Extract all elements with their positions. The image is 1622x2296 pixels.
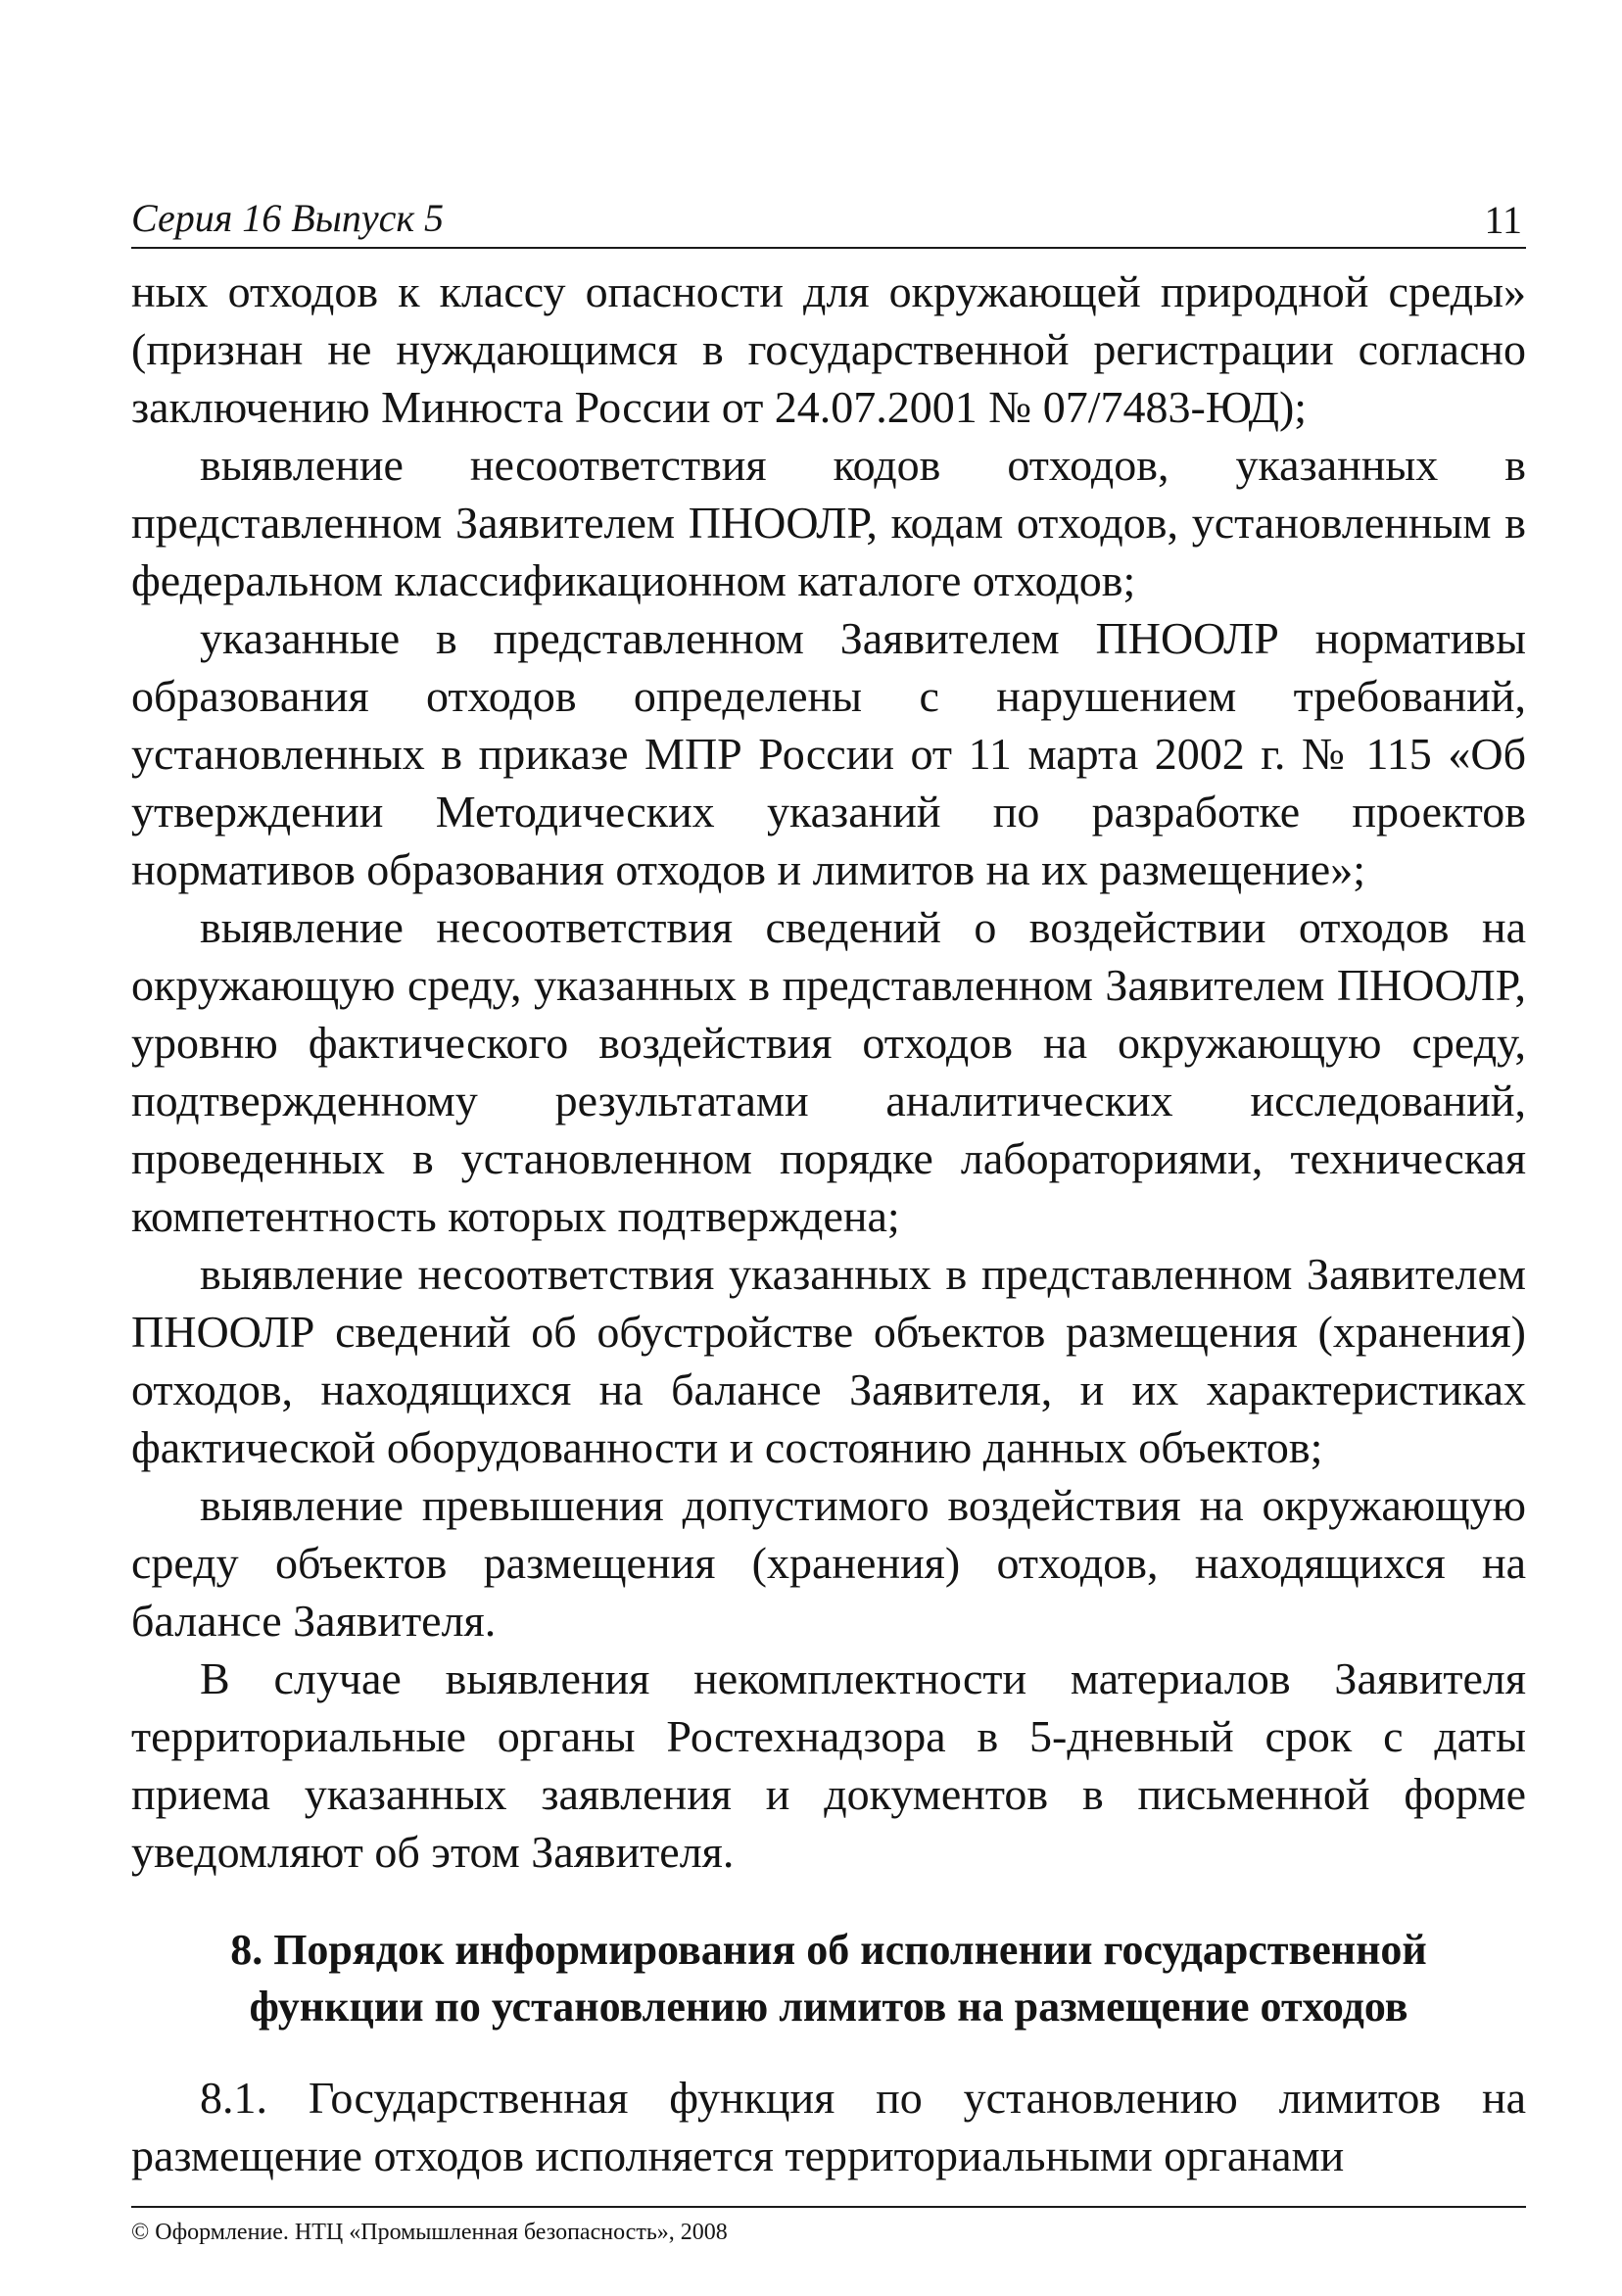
section-heading: 8. Порядок информирования об исполнении государственной функции по установлению лимитов на размещение отходов (230, 1926, 1427, 2031)
page-number: 11 (1484, 198, 1522, 242)
document-page (131, 0, 1526, 2296)
running-header (131, 192, 1526, 249)
paragraph-continuation: ных отходов к классу опасности для окружающей природной среды» (признан не нуждающимся в государственной регистрации согласно заключению Минюста России от 24.07.2001 № 07/7483-ЮД); (131, 266, 1526, 432)
series-label: Серия 16 Выпуск 5 (131, 196, 445, 240)
paragraph: В случае выявления некомплектности материалов Заявителя территориальные органы Ростехнадзора в 5-дневный срок с даты приема указанных заявления и документов в письменной форме уведомляют об этом Заявителя. (131, 1653, 1526, 1877)
paragraph: выявление превышения допустимого воздействия на окружающую среду объектов размещения (хранения) отходов, находящихся на балансе Заявителя. (131, 1480, 1526, 1646)
section-first-paragraph: 8.1. Государственная функция по установлению лимитов на размещение отходов исполняется территориальными органами (131, 2073, 1526, 2180)
paragraph: выявление несоответствия сведений о воздействии отходов на окружающую среду, указанных в представленном Заявителем ПНООЛР, уровню фактического воздействия отходов на окружающую среду, подтвержденному результатами аналитических исследований, проведенных в установленном порядке лабораториями, техническая компетентность которых подтверждена; (131, 902, 1526, 1241)
page-footer (131, 2206, 1526, 2247)
paragraph: выявление несоответствия кодов отходов, указанных в представленном Заявителем ПНООЛР, кодам отходов, установленным в федеральном классификационном каталоге отходов; (131, 440, 1526, 605)
copyright-notice: © Оформление. НТЦ «Промышленная безопасность», 2008 (131, 2220, 728, 2245)
paragraph: выявление несоответствия указанных в представленном Заявителем ПНООЛР сведений об обустройстве объектов размещения (хранения) отходов, находящихся на балансе Заявителя, и их характеристиках фактической оборудованности и состоянию данных объектов; (131, 1249, 1526, 1472)
body-text (131, 263, 1526, 2184)
paragraph: указанные в представленном Заявителем ПНООЛР нормативы образования отходов определены с нарушением требований, установленных в приказе МПР России от 11 марта 2002 г. № 115 «Об утверждении Методических указаний по разработке проектов нормативов образования отходов и лимитов на их размещение»; (131, 613, 1526, 894)
